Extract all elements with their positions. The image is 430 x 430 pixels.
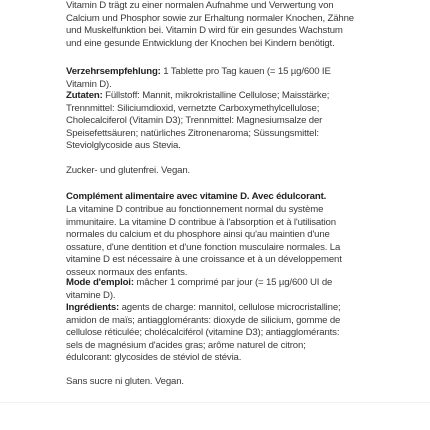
de-ingredients-line [66, 90, 396, 103]
de-line: Calcium und Phosphor sowie zur Erhaltung normaler Knochen, Zähne [66, 12, 354, 24]
fr-line: vitamine D est nécessaire à une croissance et à un développement [66, 254, 342, 265]
fr-line: osseux normaux des enfants. [66, 266, 188, 278]
de-dosage-text-2: Vitamin D). [66, 78, 112, 90]
de-dosage-label: Verzehrsempfehlung: [66, 66, 161, 77]
fr-description [66, 204, 396, 279]
fr-free-from [66, 376, 396, 389]
de-free-from [66, 165, 396, 178]
fr-dosage-label: Mode d'emploi: [66, 277, 134, 288]
de-dosage-line [66, 66, 396, 79]
fr-free-from-text: Sans sucre ni gluten. Vegan. [66, 376, 184, 387]
fr-ingredients-line: cellulose réticulée; cholécalciférol (vitamine D3); antiagglomérants: [66, 327, 340, 338]
fr-line: ossature, d'une dentition et d'une fonction musculaire normales. La [66, 241, 341, 253]
fr-title [66, 191, 396, 204]
de-description [66, 0, 396, 50]
de-dosage [66, 66, 396, 91]
fr-ingredients-line: sels de magnésium d'acides gras; arôme naturel de citron; [66, 339, 306, 351]
de-line: und eine gesunde Entwicklung der Knochen bei Kindern benötigt. [66, 37, 335, 49]
fr-ingredients [66, 302, 396, 365]
bottom-divider [0, 402, 430, 403]
de-free-from-text: Zucker- und glutenfrei. Vegan. [66, 165, 191, 176]
fr-dosage [66, 277, 396, 302]
fr-ingredients-text: agents de charge: mannitol, cellulose microcristalline; [119, 302, 341, 313]
fr-dosage-text-2: vitamine D). [66, 289, 116, 301]
fr-title-text: Complément alimentaire avec vitamine D. Avec édulcorant. [66, 191, 327, 202]
fr-line: immunitaire. La vitamine D contribue à l'absorption et à l'utilisation [66, 216, 336, 228]
de-ingredients-text: Füllstoff: Mannit, mikrokristalline Cellulose; Maisstärke; [102, 90, 330, 101]
de-ingredients [66, 90, 396, 153]
fr-ingredients-line: édulcorant: glycosides de stéviol de stévia. [66, 352, 242, 363]
fr-ingredients-line [66, 302, 396, 315]
de-line: Vitamin D trägt zu einer normalen Aufnahme und Verwertung von [66, 0, 334, 11]
fr-ingredients-line: amidon de maïs; antiagglomérants: dioxyde de silicium, gomme de [66, 314, 341, 326]
fr-line: La vitamine D contribue au fonctionnement normal du système [66, 204, 324, 215]
de-dosage-text: 1 Tablette pro Tag kauen (= 15 µg/600 IE [160, 66, 331, 77]
de-ingredients-line: Trennmittel: Siliciumdioxid, vernetzte Carboxymethylcellulose; [66, 102, 320, 114]
de-ingredients-line: Speisefettsäuren; natürliches Zitronenaroma; Süssungsmittel: [66, 127, 319, 139]
fr-line: normales du calcium et du phosphore ainsi qu'au maintien d'une [66, 229, 330, 240]
de-ingredients-line: Steviolglycoside aus Stevia. [66, 140, 181, 151]
fr-dosage-line [66, 277, 396, 290]
de-ingredients-line: Cholecalciferol (Vitamin D3); Trennmittel: Magnesiumsalze der [66, 115, 323, 126]
fr-ingredients-label: Ingrédients: [66, 302, 120, 313]
de-line: und Muskelfunktion bei. Vitamin D wird für ein gesundes Wachstum [66, 25, 343, 36]
fr-dosage-text: mâcher 1 comprimé par jour (= 15 µg/600 UI de [133, 277, 333, 288]
de-ingredients-label: Zutaten: [66, 90, 103, 101]
